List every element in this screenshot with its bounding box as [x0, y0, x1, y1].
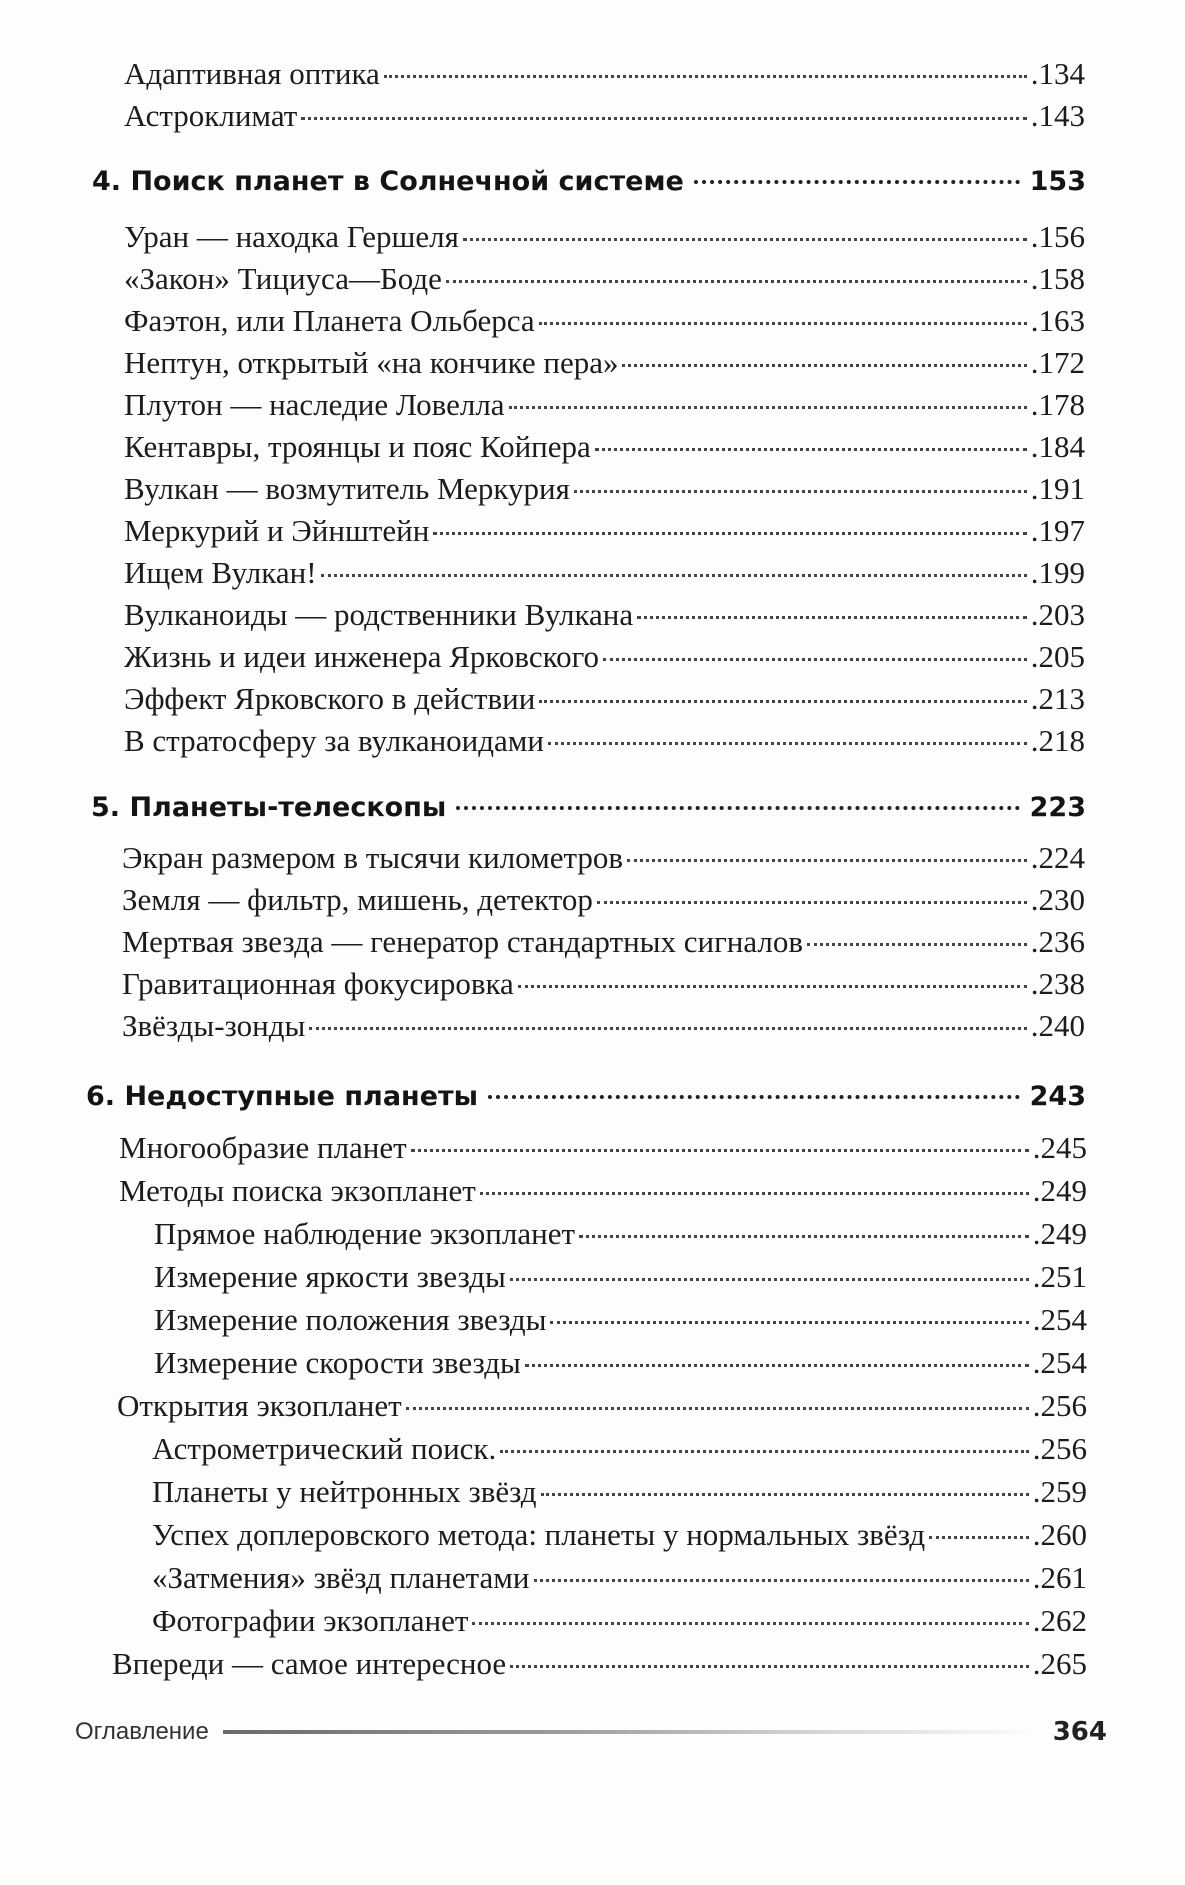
toc-entry-page: .163 [1030, 303, 1085, 338]
toc-entry-title: Экран размером в тысячи километров [122, 840, 624, 875]
leader-dots [406, 1407, 1029, 1410]
leader-dots [463, 238, 1027, 241]
toc-entry-title: Меркурий и Эйнштейн [124, 513, 430, 548]
toc-entry-page: .236 [1030, 924, 1085, 959]
toc-entry[interactable] [124, 343, 1085, 383]
toc-subentry[interactable] [154, 1300, 1087, 1340]
toc-entry-page: .199 [1030, 555, 1085, 590]
leader-dots [534, 1579, 1029, 1582]
toc-entry-title: Гравитационная фокусировка [122, 966, 514, 1001]
toc-entry[interactable] [124, 217, 1085, 257]
toc-entry-title: Фотографии экзопланет [152, 1603, 469, 1638]
toc-entry-title: Нептун, открытый «на кончике пера» [124, 345, 619, 380]
toc-entry-title: Вулкан — возмутитель Меркурия [124, 471, 570, 506]
toc-entry-page: .230 [1030, 882, 1085, 917]
leader-dots [550, 1321, 1028, 1324]
toc-entry-page: .158 [1030, 261, 1085, 296]
chapter-title: 6. Недоступные планеты [86, 1081, 479, 1112]
toc-entry-page: .254 [1032, 1302, 1087, 1337]
toc-entry-title: Измерение положения звезды [154, 1302, 547, 1337]
toc-entry[interactable] [124, 679, 1085, 719]
toc-entry-title: В стратосферу за вулканоидами [124, 723, 545, 758]
toc-entry-page: .260 [1032, 1517, 1087, 1552]
leader-dots [627, 859, 1027, 862]
leader-dots [411, 1149, 1029, 1152]
toc-entry[interactable] [124, 595, 1085, 635]
leader-dots [480, 1192, 1029, 1195]
toc-entry-title: Методы поиска экзопланет [119, 1173, 476, 1208]
page-number: 364 [1052, 1717, 1107, 1747]
toc-entry-page: .134 [1030, 56, 1085, 91]
toc-entry-page: .251 [1032, 1259, 1087, 1294]
toc-entry-page: .259 [1032, 1474, 1087, 1509]
toc-subentry[interactable] [154, 1214, 1087, 1254]
chapter-title: 5. Планеты-телескопы [91, 792, 447, 823]
leader-dots [309, 1027, 1026, 1030]
chapter-heading-4[interactable] [92, 162, 1086, 202]
toc-entry-title: Многообразие планет [119, 1130, 407, 1165]
toc-entry-page: .224 [1030, 840, 1085, 875]
toc-entry[interactable] [119, 1128, 1087, 1168]
toc-entry-page: .254 [1032, 1345, 1087, 1380]
toc-entry-page: .245 [1032, 1130, 1087, 1165]
toc-entry-page: .238 [1030, 966, 1085, 1001]
toc-subentry[interactable] [152, 1429, 1087, 1469]
page-footer [75, 1712, 1107, 1752]
toc-entry-title: Кентавры, троянцы и пояс Койпера [124, 429, 591, 464]
toc-entry-title: Планеты у нейтронных звёзд [152, 1474, 537, 1509]
toc-entry[interactable] [124, 511, 1085, 551]
toc-entry-page: .203 [1030, 597, 1085, 632]
toc-entry-title: Впереди — самое интересное [112, 1646, 507, 1681]
toc-entry-title: Вулканоиды — родственники Вулкана [124, 597, 634, 632]
leader-dots [472, 1622, 1028, 1625]
toc-entry[interactable] [124, 301, 1085, 341]
toc-entry-page: .191 [1030, 471, 1085, 506]
toc-entry-page: .218 [1030, 723, 1085, 758]
toc-subentry[interactable] [152, 1515, 1087, 1555]
chapter-page: 153 [1029, 166, 1086, 197]
toc-entry[interactable] [124, 96, 1085, 136]
chapter-page: 223 [1029, 792, 1086, 823]
chapter-page: 243 [1029, 1081, 1086, 1112]
toc-subentry[interactable] [152, 1558, 1087, 1598]
leader-dots [603, 658, 1027, 661]
leader-dots [518, 985, 1027, 988]
toc-entry-title: Измерение скорости звезды [154, 1345, 521, 1380]
leader-dots [433, 532, 1026, 535]
toc-entry-page: .172 [1030, 345, 1085, 380]
toc-entry-page: .265 [1032, 1646, 1087, 1681]
toc-entry-page: .261 [1032, 1560, 1087, 1595]
toc-entry-title: Адаптивная оптика [124, 56, 380, 91]
toc-entry-title: Измерение яркости звезды [154, 1259, 506, 1294]
toc-entry[interactable] [124, 427, 1085, 467]
chapter-title: 4. Поиск планет в Солнечной системе [92, 166, 684, 197]
toc-entry-page: .205 [1030, 639, 1085, 674]
chapter-heading-5[interactable] [91, 788, 1086, 828]
toc-entry[interactable] [124, 553, 1085, 593]
leader-dots [929, 1536, 1029, 1539]
leader-dots [500, 1450, 1029, 1453]
toc-entry-title: Успех доплеровского метода: планеты у нормальных звёзд [152, 1517, 926, 1552]
toc-entry-title: Звёзды-зонды [122, 1008, 306, 1043]
toc-subentry[interactable] [154, 1257, 1087, 1297]
toc-entry-title: Мертвая звезда — генератор стандартных сигналов [122, 924, 804, 959]
leader-dots [321, 574, 1027, 577]
leader-dots [579, 1235, 1029, 1238]
toc-entry-title: Плутон — наследие Ловелла [124, 387, 505, 422]
leader-dots [509, 406, 1027, 409]
toc-entry-page: .249 [1032, 1173, 1087, 1208]
toc-entry-title: Астроклимат [124, 98, 298, 133]
toc-subentry[interactable] [152, 1472, 1087, 1512]
toc-entry-title: «Закон» Тициуса—Боде [124, 261, 442, 296]
leader-dots [597, 901, 1027, 904]
toc-entry-title: Земля — фильтр, мишень, детектор [122, 882, 593, 917]
leader-dots [384, 75, 1027, 78]
toc-entry-page: .184 [1030, 429, 1085, 464]
toc-entry[interactable] [122, 838, 1085, 878]
toc-entry-page: .256 [1032, 1431, 1087, 1466]
leader-dots [694, 180, 1020, 184]
toc-entry-title: Эффект Ярковского в действии [124, 681, 536, 716]
toc-entry-title: «Затмения» звёзд планетами [152, 1560, 530, 1595]
toc-entry-title: Прямое наблюдение экзопланет [154, 1216, 576, 1251]
toc-entry[interactable] [122, 1006, 1085, 1046]
chapter-heading-6[interactable] [86, 1077, 1086, 1117]
footer-rule [223, 1730, 1039, 1734]
leader-dots [446, 280, 1027, 283]
toc-entry[interactable] [112, 1644, 1087, 1684]
toc-entry[interactable] [124, 637, 1085, 677]
toc-entry-title: Астрометрический поиск. [152, 1431, 497, 1466]
toc-entry-page: .178 [1030, 387, 1085, 422]
toc-entry-page: .256 [1032, 1388, 1087, 1423]
toc-entry-page: .156 [1030, 219, 1085, 254]
toc-entry[interactable] [124, 259, 1085, 299]
leader-dots [541, 1493, 1029, 1496]
leader-dots [637, 616, 1027, 619]
toc-subentry[interactable] [152, 1601, 1087, 1641]
toc-entry-page: .143 [1030, 98, 1085, 133]
leader-dots [807, 943, 1027, 946]
toc-entry[interactable] [122, 922, 1085, 962]
leader-dots [301, 117, 1026, 120]
leader-dots [488, 1095, 1020, 1099]
toc-entry[interactable] [122, 880, 1085, 920]
toc-entry-page: .197 [1030, 513, 1085, 548]
toc-entry[interactable] [124, 54, 1085, 94]
toc-entry-page: .249 [1032, 1216, 1087, 1251]
leader-dots [574, 490, 1027, 493]
toc-entry-page: .262 [1032, 1603, 1087, 1638]
toc-entry-title: Уран — находка Гершеля [124, 219, 459, 254]
toc-entry[interactable] [119, 1171, 1087, 1211]
toc-entry-title: Жизнь и идеи инженера Ярковского [124, 639, 600, 674]
toc-entry-page: .213 [1030, 681, 1085, 716]
toc-subentry[interactable] [154, 1343, 1087, 1383]
toc-entry-page: .240 [1030, 1008, 1085, 1043]
leader-dots [510, 1278, 1029, 1281]
toc-entry[interactable] [124, 469, 1085, 509]
toc-entry-title: Фаэтон, или Планета Ольберса [124, 303, 535, 338]
leader-dots [525, 1364, 1029, 1367]
toc-entry-title: Ищем Вулкан! [124, 555, 317, 590]
toc-entry[interactable] [122, 964, 1085, 1004]
leader-dots [539, 322, 1027, 325]
leader-dots [456, 806, 1019, 810]
leader-dots [595, 448, 1027, 451]
toc-entry[interactable] [117, 1386, 1087, 1426]
toc-entry[interactable] [124, 385, 1085, 425]
leader-dots [539, 700, 1026, 703]
leader-dots [510, 1665, 1029, 1668]
leader-dots [622, 364, 1026, 367]
toc-entry-title: Открытия экзопланет [117, 1388, 402, 1423]
leader-dots [548, 742, 1027, 745]
footer-section-label: Оглавление [75, 1718, 209, 1745]
toc-entry[interactable] [124, 721, 1085, 761]
